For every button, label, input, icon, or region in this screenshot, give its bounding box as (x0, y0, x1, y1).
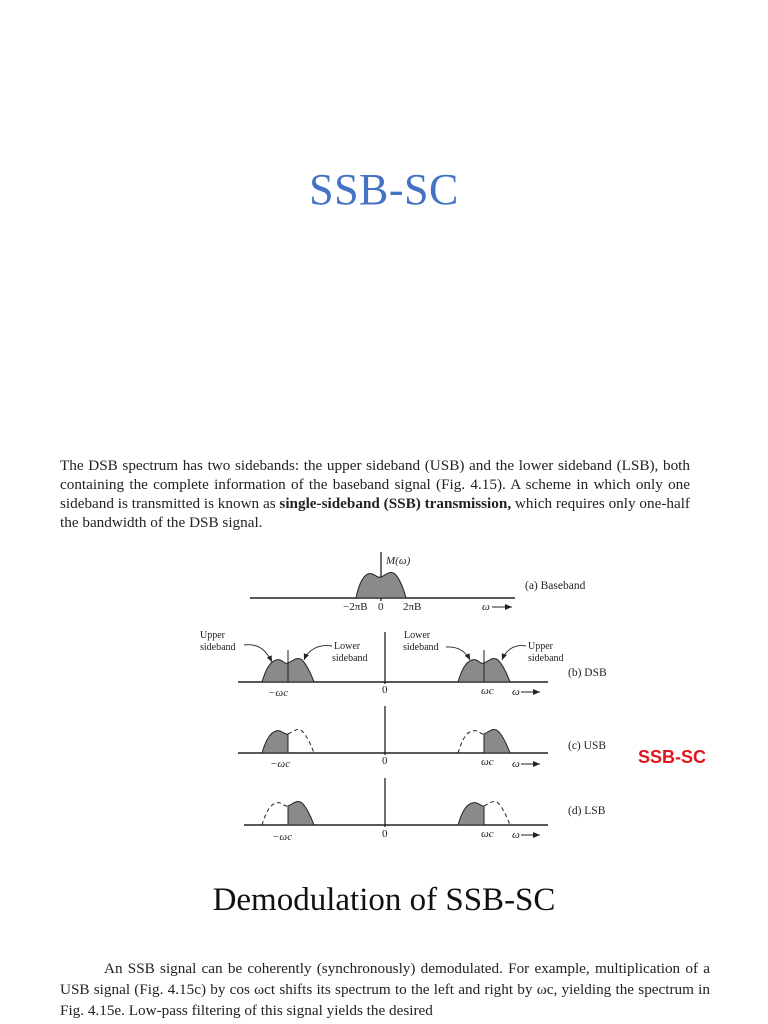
tick-neg-wc-b: −ωc (268, 687, 289, 699)
caption-usb: (c) USB (568, 740, 607, 752)
tick-pos-wc-d: ωc (481, 828, 494, 840)
omega-label-a: ω (482, 601, 490, 613)
label-lower-2b: sideband (403, 642, 439, 653)
ssb-spectrum-figure (0, 546, 768, 866)
omega-label-c: ω (512, 758, 520, 770)
row-usb (238, 706, 606, 770)
label-lower-1: Lower (334, 641, 361, 652)
section-heading: Demodulation of SSB-SC (212, 882, 556, 918)
caption-dsb: (b) DSB (568, 667, 607, 679)
intro-paragraph (60, 456, 690, 532)
label-lower-1b: sideband (332, 653, 368, 664)
tick-neg-2piB: −2πB (343, 601, 368, 613)
row-lsb (244, 778, 606, 843)
tick-pos-wc-c: ωc (481, 756, 494, 768)
intro-bold-term: single-sideband (SSB) transmission, (279, 495, 512, 512)
tick-zero-c: 0 (382, 755, 388, 767)
tick-neg-wc-c: −ωc (270, 758, 291, 770)
tick-zero-b: 0 (382, 684, 388, 696)
label-upper-right: Upper (528, 641, 553, 652)
tick-neg-wc-d: −ωc (272, 831, 293, 843)
row-baseband (250, 552, 586, 613)
tick-pos-2piB: 2πB (403, 601, 422, 613)
spectrum-label: M(ω) (386, 555, 411, 567)
tick-zero-a: 0 (378, 601, 384, 613)
label-sideband-left: sideband (200, 642, 236, 653)
label-sideband-right: sideband (528, 653, 564, 664)
demodulation-paragraph: An SSB signal can be coherently (synchronously) demodulated. For example, multiplication of a USB signal (Fig. 4.15c) by cos ωct shifts its spectrum to the left and right by ωc, yielding the spectrum in Fig. 4.15e. Low-pass filtering of this signal yields the desired (60, 960, 710, 1019)
omega-label-d: ω (512, 829, 520, 841)
label-lower-2: Lower (404, 630, 431, 641)
row-dsb (200, 630, 607, 699)
omega-label-b: ω (512, 686, 520, 698)
intro-text-1: The DSB spectrum has two sidebands: the upper sideband (USB) and the lower sideband (LSB), both containing the complete information of the baseband signal (Fig. 4.15). A scheme in which only one sideband is transmitted is known as (60, 457, 690, 512)
intro-text-2: which requires only one-half the bandwidth of the DSB signal. (60, 495, 690, 531)
caption-lsb: (d) LSB (568, 805, 606, 817)
label-upper-left: Upper (200, 630, 225, 641)
page-title: SSB-SC (309, 165, 459, 214)
tick-pos-wc-b: ωc (481, 685, 494, 697)
caption-baseband: (a) Baseband (525, 580, 586, 592)
ssb-sc-tag: SSB-SC (638, 747, 707, 767)
tick-zero-d: 0 (382, 828, 388, 840)
